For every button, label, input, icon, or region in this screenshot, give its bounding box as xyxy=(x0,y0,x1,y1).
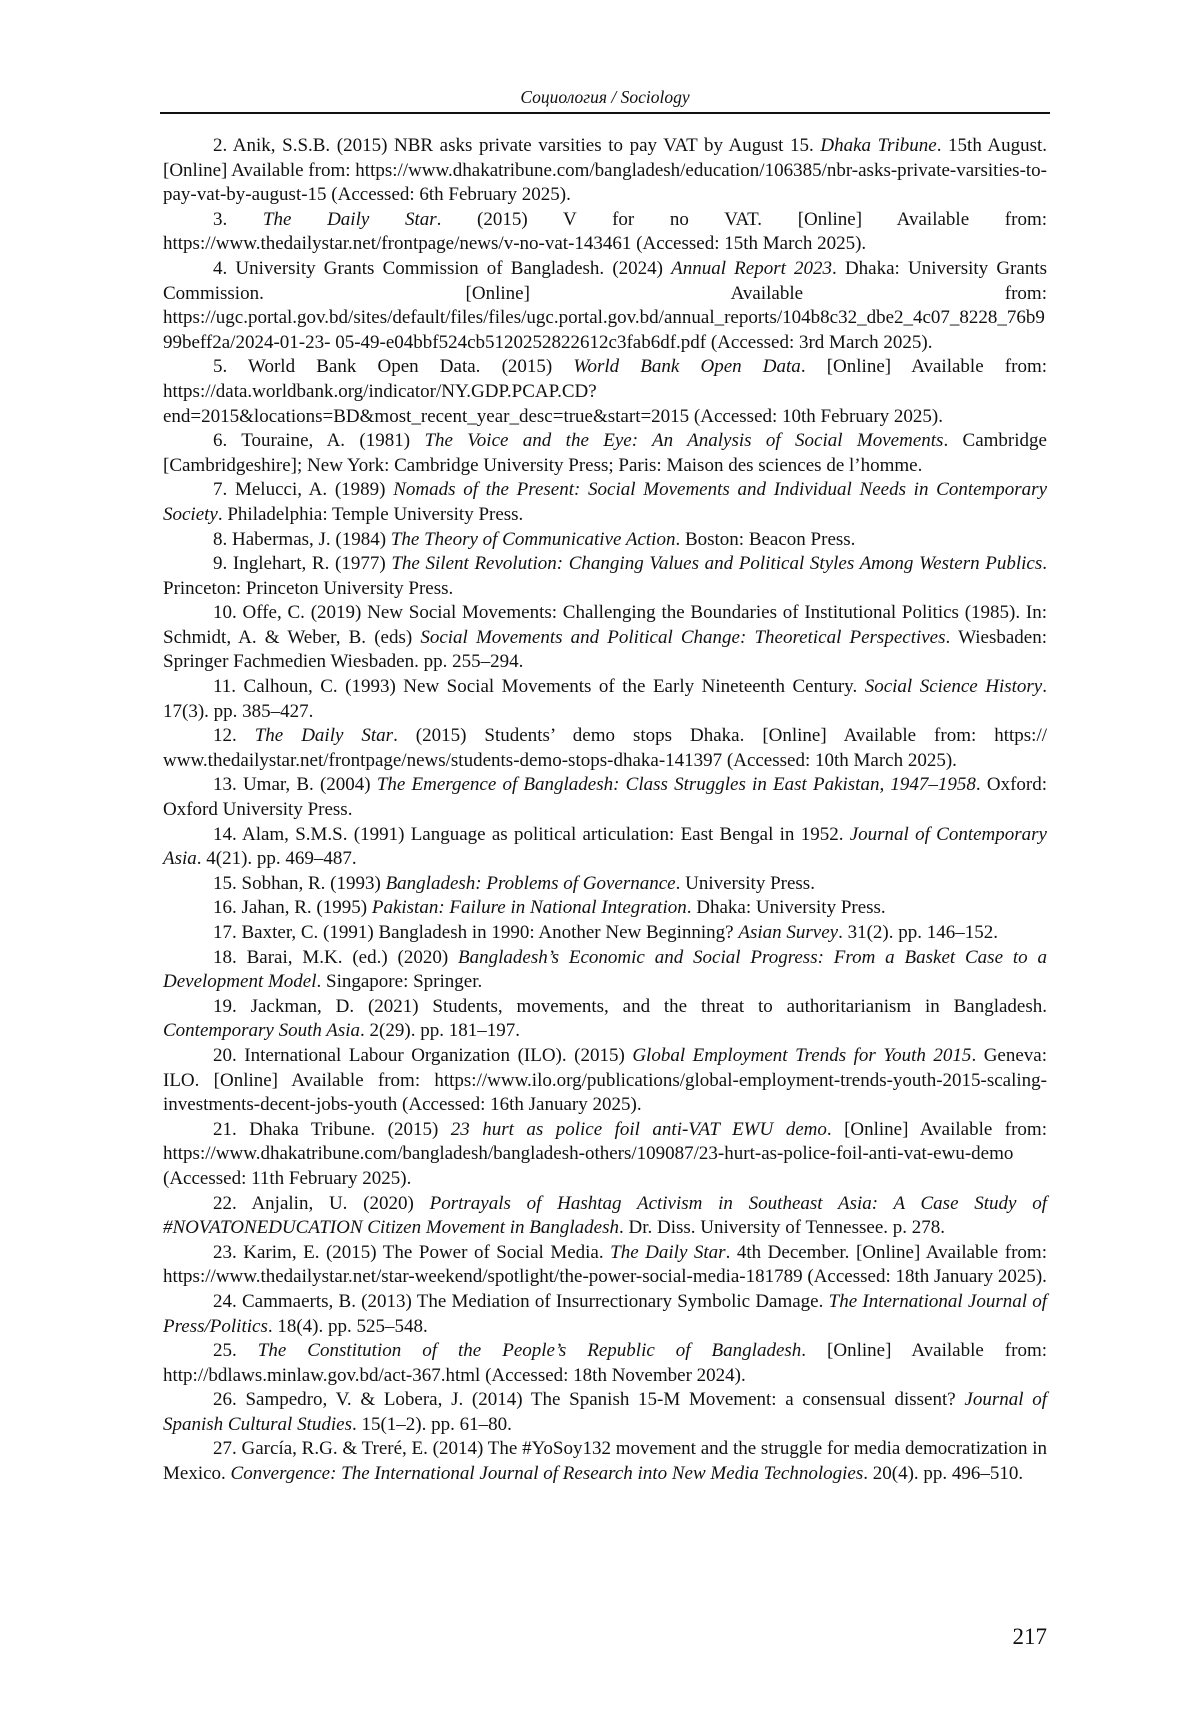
reference-item xyxy=(163,1290,1047,1339)
reference-text: 12. xyxy=(213,725,255,747)
reference-title-italic: World Bank Open Data xyxy=(573,356,801,378)
reference-title-italic: The Voice and the Eye: An Analysis of Social Movements xyxy=(424,430,944,452)
reference-item xyxy=(163,1118,1047,1192)
reference-text: 20. International Labour Organization (ILO). (2015) xyxy=(213,1044,633,1066)
reference-title-italic: Bangladesh: Problems of Governance xyxy=(385,872,676,894)
reference-text: . Cambridge [Cambridgeshire]; New York: Cambridge University Press; Paris: Maison des sciences de l’homme. xyxy=(163,430,1047,476)
reference-item xyxy=(163,208,1047,257)
reference-text: . (2015) V for no VAT. [Online] Available from: https://www.thedailystar.net/frontpage/news/v-no-vat-143461 (Accessed: 15th March 2025). xyxy=(163,208,1048,255)
reference-title-italic: Asian Survey xyxy=(738,922,839,943)
reference-title-italic: Annual Report 2023 xyxy=(671,257,833,279)
reference-item xyxy=(163,921,1047,946)
reference-list xyxy=(163,134,1047,1487)
reference-title-italic: Nomads of the Present: Social Movements and Individual Needs in Contemporary Society xyxy=(163,479,1048,525)
reference-title-italic: The Daily Star xyxy=(262,208,437,230)
reference-item xyxy=(163,1241,1047,1290)
reference-item xyxy=(163,257,1047,355)
reference-text: . Dhaka: University Press. xyxy=(686,897,886,919)
reference-text: 13. Umar, B. (2004) xyxy=(213,774,377,796)
reference-title-italic: The Daily Star xyxy=(610,1241,726,1263)
reference-title-italic: The Theory of Communicative Action xyxy=(390,528,676,550)
reference-text: 17. Baxter, C. (1991) Bangladesh in 1990: Another New Beginning? xyxy=(213,922,739,943)
reference-text: 4. University Grants Commission of Bangladesh. (2024) xyxy=(213,257,672,279)
reference-item xyxy=(163,675,1047,724)
reference-title-italic: The International Journal of Press/Politics xyxy=(163,1290,1048,1337)
reference-text: 9. Inglehart, R. (1977) xyxy=(213,553,392,575)
reference-text: . [Online] Available from: http://bdlaws.minlaw.gov.bd/act-367.html (Accessed: 18th November 2024). xyxy=(163,1340,1048,1386)
reference-item xyxy=(163,1339,1047,1388)
reference-text: . 20(4). pp. 496–510. xyxy=(863,1463,1024,1485)
reference-title-italic: 23 hurt as police foil anti-VAT EWU demo xyxy=(450,1118,827,1140)
reference-item xyxy=(163,355,1047,429)
reference-text: . Dhaka: University Grants Commission. [Online] Available from: https://ugc.portal.gov.bd/sites/default/files/files/ugc.portal.gov.bd/annual_reports/104b8c32_dbe2_4c07_8228_76b999beff2a/2024-01-23- 05-49-e04bbf524cb5120252822612c3fab6df.pdf (Accessed: 3rd March 2025). xyxy=(163,257,1047,353)
reference-text: 6. Touraine, A. (1981) xyxy=(213,430,425,452)
reference-text: . Wiesbaden: Springer Fachmedien Wiesbaden. pp. 255–294. xyxy=(163,626,1047,673)
reference-text: 8. Habermas, J. (1984) xyxy=(213,528,391,550)
reference-text: 27. García, R.G. & Treré, E. (2014) The #YoSoy132 movement and the struggle for media democratization in Mexico. xyxy=(163,1438,1047,1485)
reference-text: . Oxford: Oxford University Press. xyxy=(163,774,1047,821)
reference-text: . Boston: Beacon Press. xyxy=(675,528,856,550)
reference-title-italic: The Constitution of the People’s Republic of Bangladesh xyxy=(257,1340,802,1362)
reference-text: . Geneva: ILO. [Online] Available from: https://www.ilo.org/publications/global-employment-trends-youth-2015-scaling-investments-decent-jobs-youth (Accessed: 16th January 2025). xyxy=(163,1044,1047,1116)
reference-title-italic: Social Science History xyxy=(864,676,1043,698)
reference-text: 5. World Bank Open Data. (2015) xyxy=(213,356,574,378)
reference-text: 15. Sobhan, R. (1993) xyxy=(213,872,386,894)
reference-text: . [Online] Available from: https://www.dhakatribune.com/bangladesh/bangladesh-others/109087/23-hurt-as-police-foil-anti-vat-ewu-demo (Accessed: 11th February 2025). xyxy=(163,1118,1047,1189)
reference-text: 7. Melucci, A. (1989) xyxy=(213,479,394,501)
reference-text: . 15th August. [Online] Available from: https://www.dhakatribune.com/bangladesh/education/106385/nbr-asks-private-varsities-to-pay-vat-by-august-15 (Accessed: 6th February 2025). xyxy=(163,135,1048,206)
reference-item xyxy=(163,552,1047,601)
reference-title-italic: Journal of Contemporary Asia xyxy=(163,823,1047,870)
reference-text: 25. xyxy=(213,1340,258,1362)
reference-item xyxy=(163,1044,1047,1118)
reference-title-italic: Convergence: The International Journal of Research into New Media Technologies xyxy=(230,1463,864,1485)
reference-item xyxy=(163,1192,1047,1241)
reference-text: 21. Dhaka Tribune. (2015) xyxy=(213,1118,451,1140)
running-header: Социология / Sociology xyxy=(520,87,690,107)
reference-title-italic: Portrayals of Hashtag Activism in Southeast Asia: A Case Study of #NOVATONEDUCATION Citizen Movement in Bangladesh xyxy=(163,1192,1047,1239)
reference-item xyxy=(163,823,1047,872)
reference-text: 16. Jahan, R. (1995) xyxy=(213,897,372,919)
reference-text: 14. Alam, S.M.S. (1991) Language as political articulation: East Bengal in 1952. xyxy=(213,823,850,845)
reference-text: 22. Anjalin, U. (2020) xyxy=(213,1192,430,1214)
reference-item xyxy=(163,478,1047,527)
reference-text: . 18(4). pp. 525–548. xyxy=(267,1315,428,1337)
reference-text: 24. Cammaerts, B. (2013) The Mediation of Insurrectionary Symbolic Damage. xyxy=(213,1290,829,1312)
reference-text: 19. Jackman, D. (2021) Students, movements, and the threat to authoritarianism in Bangladesh. xyxy=(213,995,1047,1017)
reference-text: . 31(2). pp. 146–152. xyxy=(838,922,998,943)
reference-text: 3. xyxy=(213,208,263,230)
reference-text: 23. Karim, E. (2015) The Power of Social Media. xyxy=(213,1241,611,1263)
reference-item xyxy=(163,134,1047,208)
reference-text: . 15(1–2). pp. 61–80. xyxy=(351,1413,512,1435)
reference-title-italic: The Emergence of Bangladesh: Class Struggles in East Pakistan, 1947–1958 xyxy=(376,774,976,796)
reference-text: . 17(3). pp. 385–427. xyxy=(163,676,1047,722)
reference-title-italic: Dhaka Tribune xyxy=(820,135,937,156)
reference-text: . Philadelphia: Temple University Press. xyxy=(217,503,524,525)
reference-item xyxy=(163,429,1047,478)
reference-text: . 4(21). pp. 469–487. xyxy=(196,848,357,870)
reference-title-italic: Bangladesh’s Economic and Social Progress: From a Basket Case to a Development Model xyxy=(163,946,1047,993)
page-number: 217 xyxy=(1012,1624,1047,1649)
reference-text: . Singapore: Springer. xyxy=(316,971,483,993)
reference-title-italic: Social Movements and Political Change: Theoretical Perspectives xyxy=(420,626,946,648)
reference-title-italic: The Daily Star xyxy=(254,725,394,747)
reference-title-italic: Global Employment Trends for Youth 2015 xyxy=(632,1044,972,1066)
reference-item xyxy=(163,724,1047,773)
reference-item xyxy=(163,995,1047,1044)
reference-title-italic: The Silent Revolution: Changing Values and Political Styles Among Western Publics xyxy=(391,553,1043,575)
reference-text: 26. Sampedro, V. & Lobera, J. (2014) The Spanish 15-M Movement: a consensual dissent? xyxy=(213,1389,965,1411)
reference-text: . Princeton: Princeton University Press. xyxy=(163,553,1047,599)
reference-text: . [Online] Available from: https://data.worldbank.org/indicator/NY.GDP.PCAP.CD?end=2015&locations=BD&most_recent_year_desc=true&start=2015 (Accessed: 10th February 2025). xyxy=(163,356,1048,427)
reference-item xyxy=(163,1388,1047,1437)
reference-item xyxy=(163,773,1047,822)
reference-text: . University Press. xyxy=(675,872,815,894)
reference-text: 18. Barai, M.K. (ed.) (2020) xyxy=(213,946,459,968)
reference-item xyxy=(163,946,1047,995)
reference-title-italic: Journal of Spanish Cultural Studies xyxy=(163,1389,1047,1435)
reference-item xyxy=(163,528,1047,553)
header-rule xyxy=(160,112,1050,114)
reference-item xyxy=(163,896,1047,921)
reference-title-italic: Contemporary South Asia xyxy=(163,1020,361,1042)
reference-item xyxy=(163,1437,1047,1486)
reference-item xyxy=(163,601,1047,675)
reference-text: 11. Calhoun, C. (1993) New Social Movements of the Early Nineteenth Century. xyxy=(213,676,865,698)
reference-text: . 2(29). pp. 181–197. xyxy=(360,1020,520,1042)
reference-title-italic: Pakistan: Failure in National Integration xyxy=(371,897,687,919)
reference-text: . Dr. Diss. University of Tennessee. p. 278. xyxy=(618,1217,946,1239)
reference-text: 10. Offe, C. (2019) New Social Movements: Challenging the Boundaries of Institutional Politics (1985). In: Schmidt, A. & Weber, B. (eds) xyxy=(163,602,1047,648)
reference-text: . (2015) Students’ demo stops Dhaka. [Online] Available from: https:// www.thedailystar.net/frontpage/news/students-demo-stops-dhaka-141397 (Accessed: 10th March 2025). xyxy=(163,725,1048,771)
reference-item xyxy=(163,872,1047,897)
reference-text: 2. Anik, S.S.B. (2015) NBR asks private varsities to pay VAT by August 15. xyxy=(213,135,821,156)
reference-text: . 4th December. [Online] Available from: https://www.thedailystar.net/star-weekend/spotlight/the-power-social-media-181789 (Accessed: 18th January 2025). xyxy=(163,1241,1047,1288)
